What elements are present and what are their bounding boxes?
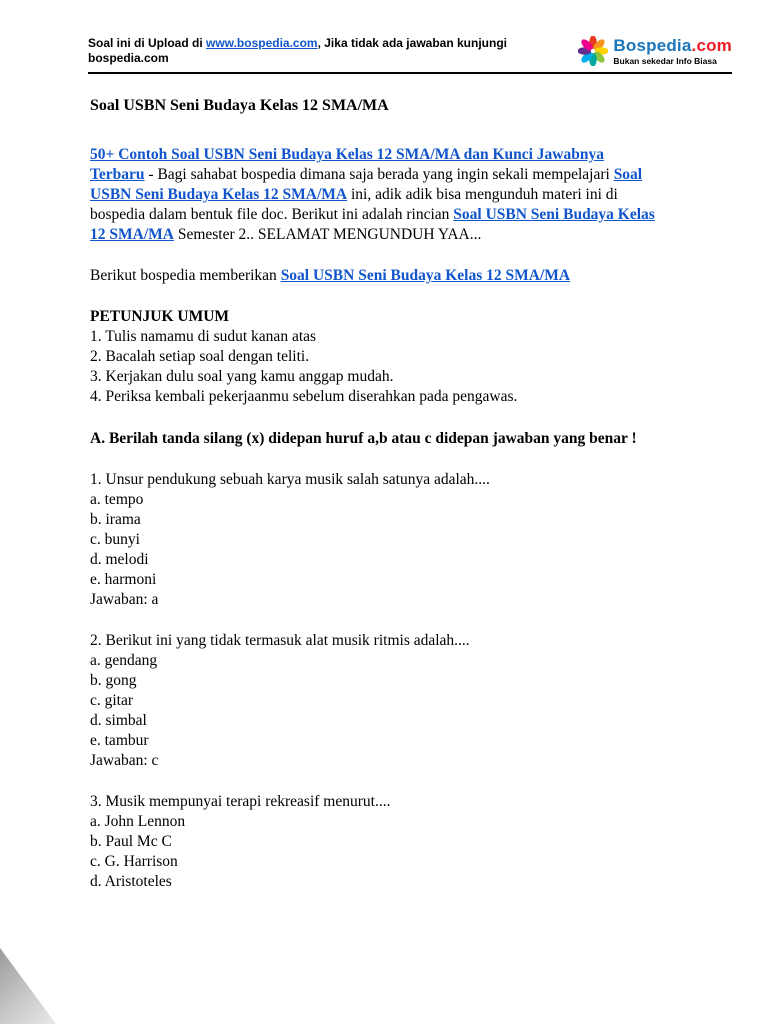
petunjuk-item: 3. Kerjakan dulu soal yang kamu anggap mudah.: [90, 368, 394, 385]
intro-text-2: ini, adik adik bisa mengunduh materi ini di bospedia dalam bentuk file doc. Berikut ini adalah rincian: [90, 186, 618, 223]
answer-text: Jawaban: a: [90, 591, 159, 608]
page-curl: [0, 948, 56, 1024]
document-body: [90, 96, 662, 892]
bospedia-url-link[interactable]: www.bospedia.com: [206, 36, 318, 50]
brand-text-block: [613, 37, 732, 66]
page-header: [88, 36, 732, 74]
brand-tagline: Bukan sekedar Info Biasa: [613, 55, 717, 66]
option-c: c. gitar: [90, 692, 134, 709]
brand-name: Bospedia.com: [613, 35, 732, 55]
question-1: [90, 470, 662, 610]
option-c: c. G. Harrison: [90, 853, 178, 870]
question-3: [90, 792, 662, 892]
option-b: b. irama: [90, 511, 141, 528]
upload-note-prefix: Soal ini di Upload di: [88, 36, 207, 50]
option-e: e. tambur: [90, 732, 149, 749]
intro-paragraph: [90, 145, 662, 245]
pinwheel-icon: [578, 36, 608, 66]
question-text: 3. Musik mempunyai terapi rekreasif menurut....: [90, 793, 391, 810]
intro-link-3[interactable]: Soal USBN Seni Budaya Kelas 12 SMA/MA: [90, 206, 655, 243]
petunjuk-item: 2. Bacalah setiap soal dengan teliti.: [90, 348, 310, 365]
upload-note-suffix: , Jika tidak ada jawaban kunjungi bospedia.com: [88, 36, 507, 65]
question-text: 1. Unsur pendukung sebuah karya musik salah satunya adalah....: [90, 471, 490, 488]
option-d: d. simbal: [90, 712, 147, 729]
intro-text-3: Semester 2.. SELAMAT MENGUNDUH YAA...: [173, 226, 482, 243]
bospedia-logo: [578, 36, 732, 66]
question-2: [90, 631, 662, 771]
page-title: Soal USBN Seni Budaya Kelas 12 SMA/MA: [90, 97, 389, 114]
option-a: a. John Lennon: [90, 813, 186, 830]
berikut-text: Berikut bospedia memberikan: [90, 267, 281, 284]
question-text: 2. Berikut ini yang tidak termasuk alat musik ritmis adalah....: [90, 632, 470, 649]
intro-link-2[interactable]: Soal USBN Seni Budaya Kelas 12 SMA/MA: [90, 166, 643, 203]
answer-text: Jawaban: c: [90, 752, 159, 769]
berikut-paragraph: [90, 266, 662, 286]
petunjuk-section: [90, 307, 662, 407]
option-e: e. harmoni: [90, 571, 157, 588]
option-a: a. gendang: [90, 652, 158, 669]
option-c: c. bunyi: [90, 531, 140, 548]
upload-note: [88, 36, 548, 66]
section-a-heading: A. Berilah tanda silang (x) didepan huruf a,b atau c didepan jawaban yang benar !: [90, 430, 637, 447]
option-b: b. gong: [90, 672, 137, 689]
petunjuk-item: 1. Tulis namamu di sudut kanan atas: [90, 328, 317, 345]
intro-text-1: - Bagi sahabat bospedia dimana saja berada yang ingin sekali mempelajari: [144, 166, 614, 183]
petunjuk-heading: PETUNJUK UMUM: [90, 308, 230, 325]
option-d: d. Aristoteles: [90, 873, 172, 890]
berikut-link[interactable]: Soal USBN Seni Budaya Kelas 12 SMA/MA: [280, 267, 571, 284]
petunjuk-item: 4. Periksa kembali pekerjaanmu sebelum diserahkan pada pengawas.: [90, 388, 518, 405]
option-a: a. tempo: [90, 491, 144, 508]
option-d: d. melodi: [90, 551, 149, 568]
intro-link-1[interactable]: 50+ Contoh Soal USBN Seni Budaya Kelas 12 SMA/MA dan Kunci Jawabnya Terbaru: [90, 146, 604, 183]
option-b: b. Paul Mc C: [90, 833, 172, 850]
